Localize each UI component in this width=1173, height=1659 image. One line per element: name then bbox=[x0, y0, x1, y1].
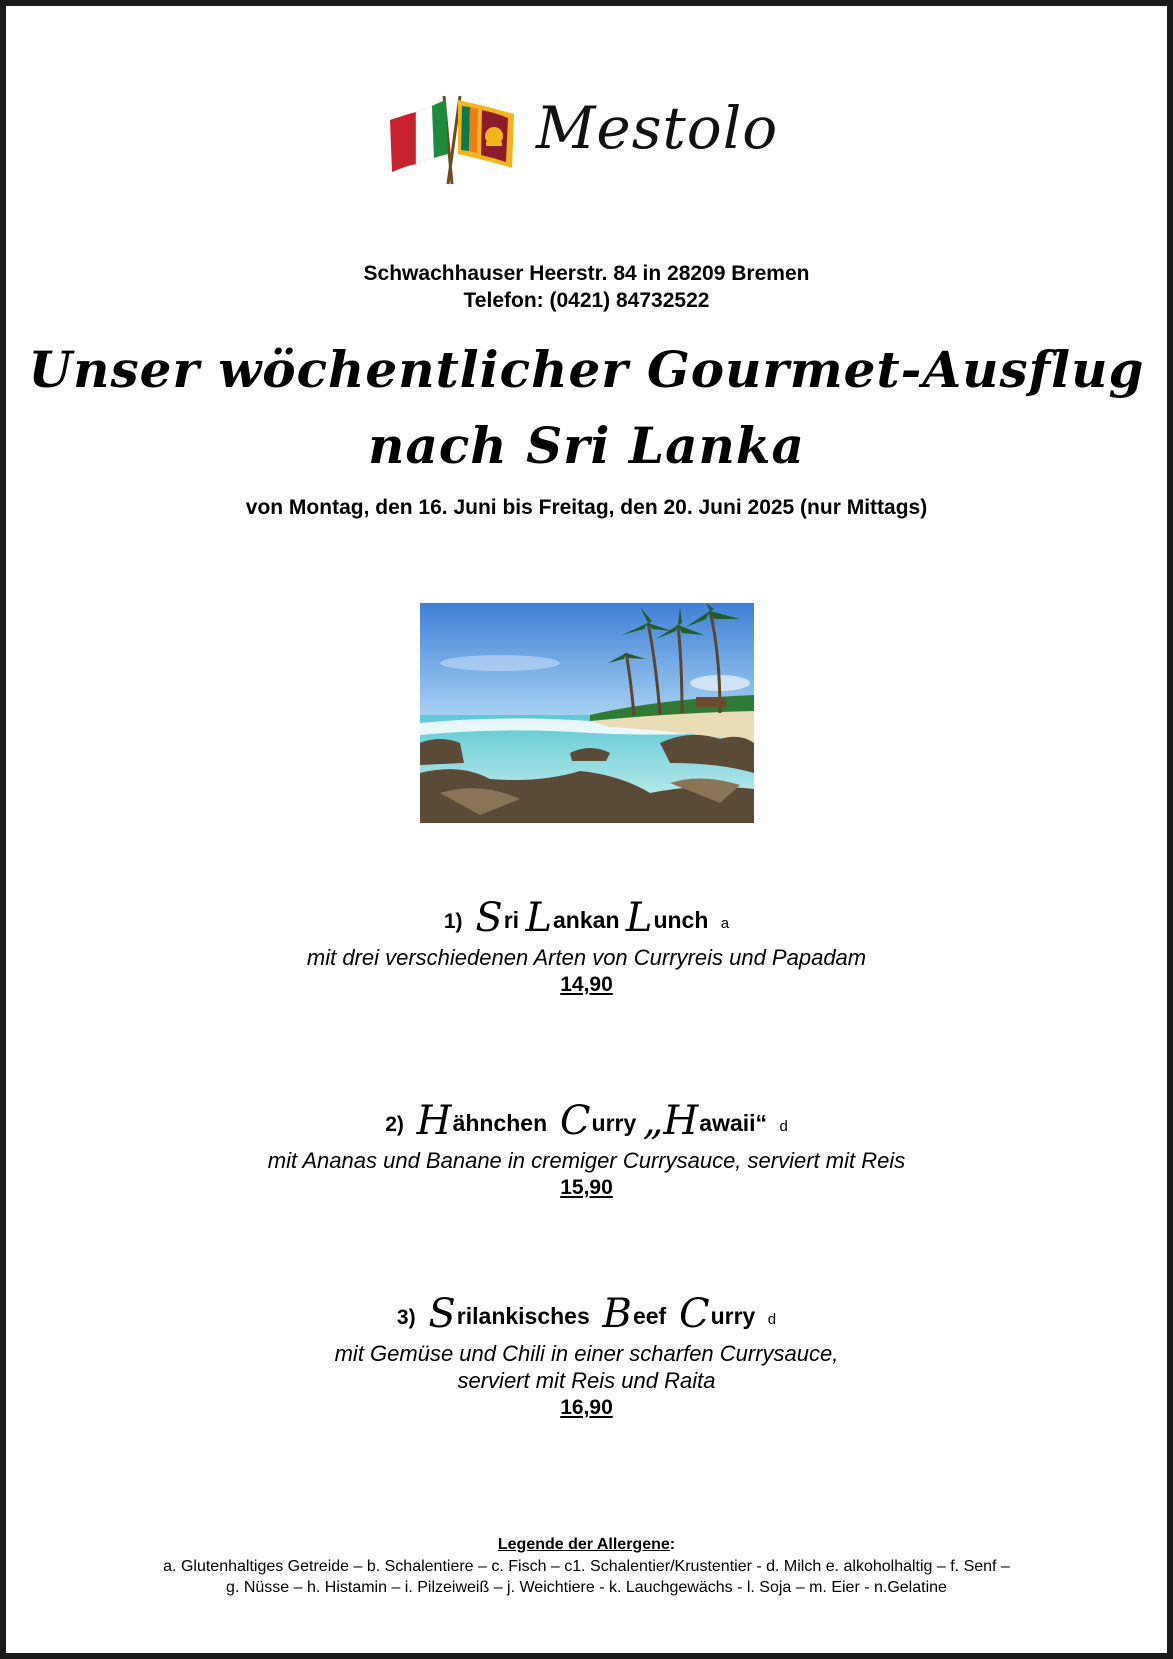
dish-1 bbox=[6, 895, 1167, 998]
decorative-initial: C bbox=[559, 1098, 591, 1144]
dish-3-description-line-1: mit Gemüse und Chili in einer scharfen Currysauce, bbox=[334, 1341, 839, 1366]
dish-3 bbox=[6, 1291, 1167, 1421]
decorative-initial: S bbox=[475, 895, 503, 941]
brand-name: Mestolo bbox=[536, 94, 779, 162]
dish-3-description-line-2: serviert mit Reis und Raita bbox=[457, 1368, 716, 1393]
dish-1-description: mit drei verschiedenen Arten von Curryreis und Papadam bbox=[306, 945, 867, 970]
menu-page bbox=[6, 6, 1167, 1653]
decorative-initial: B bbox=[602, 1291, 632, 1337]
dish-word: ri bbox=[503, 907, 520, 933]
decorative-initial: L bbox=[625, 895, 653, 941]
dish-2 bbox=[6, 1098, 1167, 1201]
dish-number: 3) bbox=[396, 1306, 416, 1329]
decorative-initial: L bbox=[525, 895, 553, 941]
dish-word: urry bbox=[710, 1303, 756, 1329]
dish-word: rilankisches bbox=[456, 1303, 590, 1329]
legend-text bbox=[6, 1556, 1167, 1598]
legend-line-2: g. Nüsse – h. Histamin – i. Pilzeiweiß – j. Weichtiere - k. Lauchgewächs - l. Soja – m. Eier - n.Gelatine bbox=[226, 1579, 947, 1596]
allergen-code: d bbox=[779, 1118, 788, 1135]
decorative-initial: S bbox=[428, 1291, 456, 1337]
dish-3-title bbox=[6, 1291, 1167, 1340]
decorative-initial: C bbox=[678, 1291, 710, 1337]
dish-word: unch bbox=[653, 907, 709, 933]
address-line: Schwachhauser Heerstr. 84 in 28209 Bremen bbox=[363, 262, 810, 285]
beach-photo bbox=[420, 603, 754, 823]
dish-word: urry bbox=[591, 1110, 637, 1136]
legend-title-text: Legende der Allergene bbox=[497, 1536, 670, 1553]
allergen-code: d bbox=[767, 1311, 777, 1328]
dish-word: ähnchen bbox=[452, 1110, 548, 1136]
decorative-initial: H bbox=[416, 1098, 452, 1144]
phone-line: Telefon: (0421) 84732522 bbox=[463, 289, 710, 312]
dish-word: eef bbox=[632, 1303, 667, 1329]
dish-3-price: 16,90 bbox=[560, 1396, 613, 1419]
dish-word: awaii“ bbox=[699, 1110, 768, 1136]
dish-1-title bbox=[6, 895, 1167, 944]
dish-number: 2) bbox=[385, 1113, 404, 1136]
legend-line-1: a. Glutenhaltiges Getreide – b. Schalentiere – c. Fisch – c1. Schalentier/Krustentier - d. Milch e. alkoholhaltig – f. Senf – bbox=[163, 1558, 1010, 1575]
address-block bbox=[6, 260, 1167, 314]
dish-2-title bbox=[6, 1098, 1167, 1147]
dish-2-price: 15,90 bbox=[560, 1176, 613, 1199]
legend-title: Legende der Allergene: bbox=[497, 1536, 676, 1553]
title-line-1: Unser wöchentlicher Gourmet-Ausflug bbox=[28, 340, 1145, 399]
italy-srilanka-flags-icon bbox=[386, 92, 518, 188]
decorative-initial: „H bbox=[642, 1098, 699, 1144]
dish-2-description: mit Ananas und Banane in cremiger Currysauce, serviert mit Reis bbox=[267, 1148, 906, 1173]
dish-word: ankan bbox=[553, 907, 620, 933]
page-title bbox=[6, 332, 1167, 484]
date-range: von Montag, den 16. Juni bis Freitag, den 20. Juni 2025 (nur Mittags) bbox=[245, 496, 928, 519]
dish-1-price: 14,90 bbox=[560, 973, 613, 996]
allergen-code: a bbox=[720, 915, 730, 932]
title-line-2: nach Sri Lanka bbox=[368, 416, 805, 475]
dish-number: 1) bbox=[443, 910, 463, 933]
